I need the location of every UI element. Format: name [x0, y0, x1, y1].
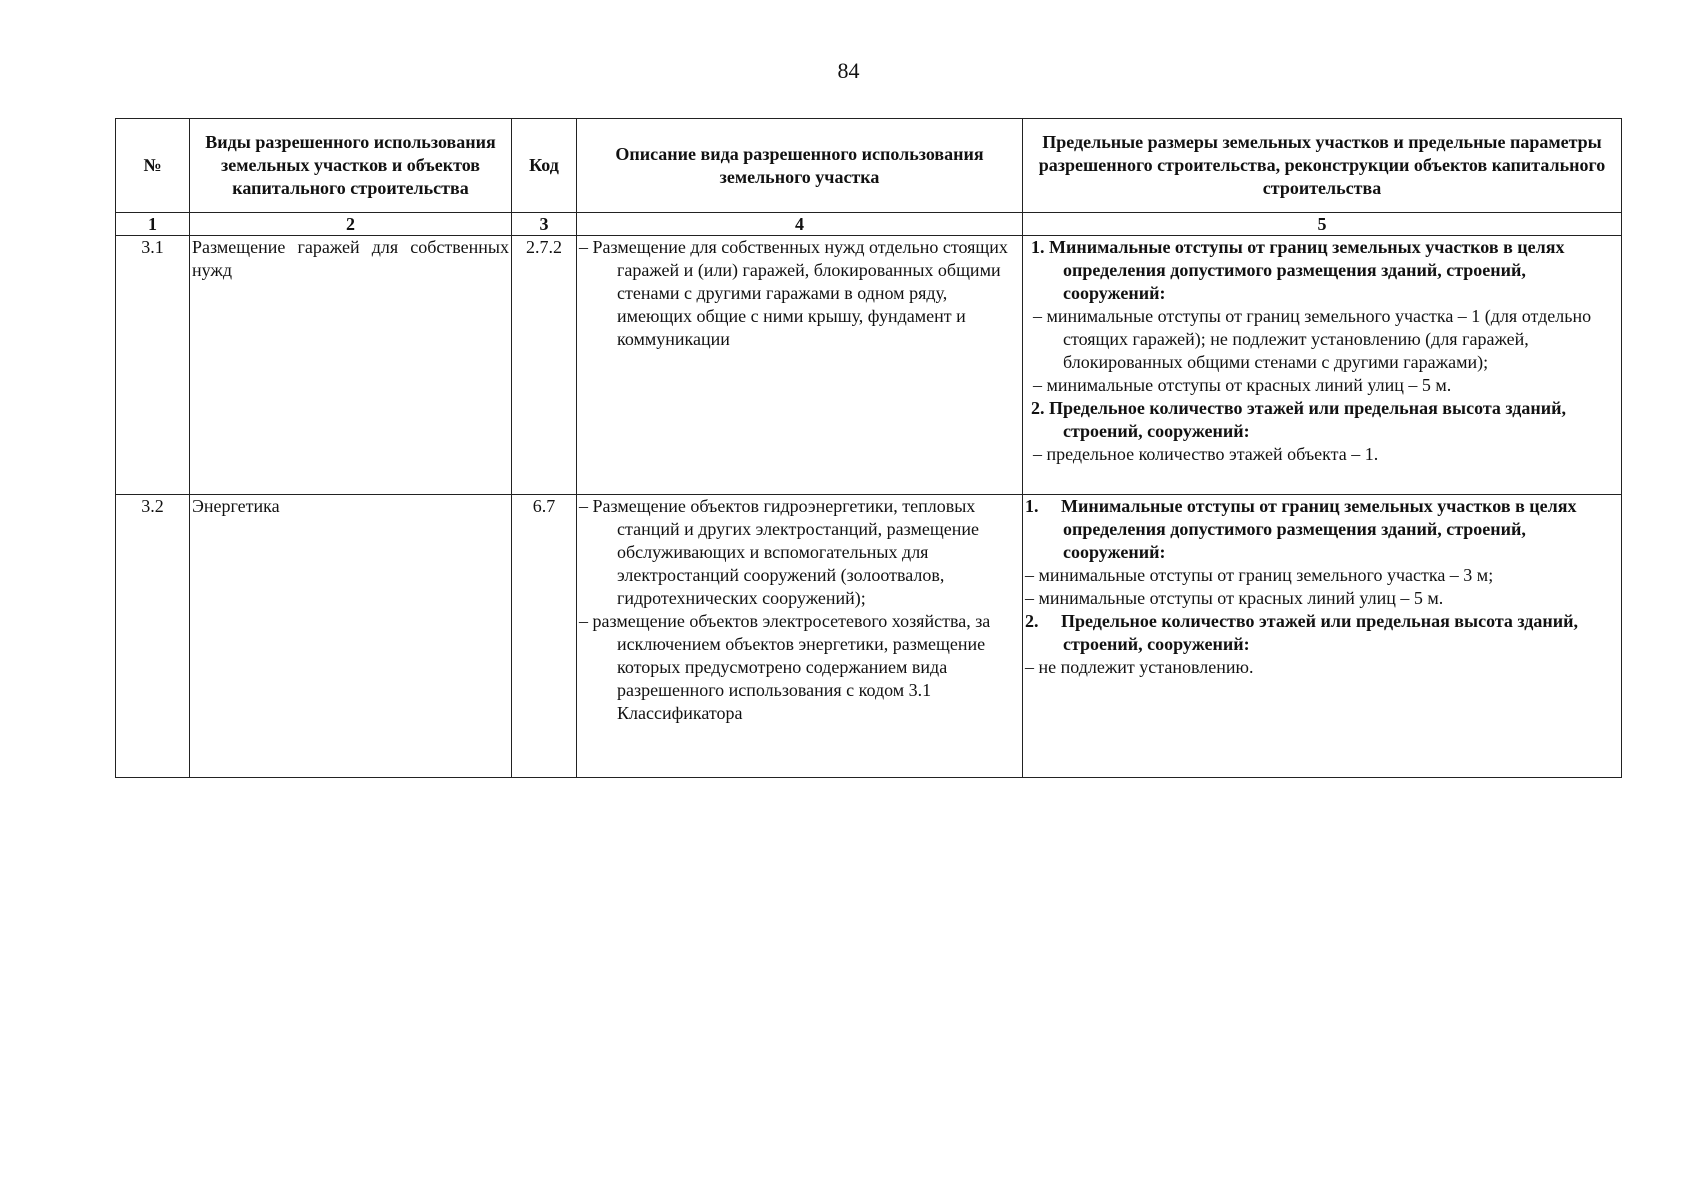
header-number: № [116, 119, 190, 213]
parameter-item: – минимальные отступы от границ земельного участка – 1 (для отдельно стоящих гаражей); не подлежит установлению (для гаражей, блокированных общими стенами с другими гаражами); [1033, 306, 1592, 372]
page-number: 84 [837, 58, 860, 83]
column-number: 2 [190, 213, 512, 236]
column-number: 4 [577, 213, 1023, 236]
row-description [577, 236, 1023, 495]
row-parameters [1023, 495, 1622, 778]
parameter-heading-number: 1. [1025, 496, 1039, 516]
parameter-heading [1025, 495, 1619, 564]
parameter-item: – минимальные отступы от красных линий улиц – 5 м. [1025, 588, 1444, 608]
parameter-item: – не подлежит установлению. [1025, 657, 1254, 677]
row-description [577, 495, 1023, 778]
header-description: Описание вида разрешенного использования земельного участка [577, 119, 1023, 213]
table-row [116, 495, 1622, 778]
row-kind: Размещение гаражей для собственных нужд [190, 236, 512, 495]
row-number: 3.2 [116, 495, 190, 778]
header-parameters: Предельные размеры земельных участков и предельные параметры разрешенного строительства, реконструкции объектов капитального строительства [1023, 119, 1622, 213]
parameter-item: – предельное количество этажей объекта – 1. [1033, 444, 1379, 464]
parameter-item: – минимальные отступы от границ земельного участка – 3 м; [1025, 565, 1494, 585]
row-code: 6.7 [512, 495, 577, 778]
header-code: Код [512, 119, 577, 213]
column-number: 5 [1023, 213, 1622, 236]
parameter-heading-text: Минимальные отступы от границ земельных участков в целях определения допустимого размещения зданий, строений, сооружений: [1061, 496, 1577, 562]
description-item: – размещение объектов электросетевого хозяйства, за исключением объектов энергетики, размещение которых предусмотрено содержанием вида разрешенного использования с кодом 3.1 Классификатора [579, 611, 991, 723]
row-code: 2.7.2 [512, 236, 577, 495]
parameter-heading: 2. Предельное количество этажей или предельная высота зданий, строений, сооружений: [1031, 398, 1567, 441]
table-header-row [116, 119, 1622, 213]
parameter-heading [1025, 610, 1619, 656]
row-number: 3.1 [116, 236, 190, 495]
column-number-row [116, 213, 1622, 236]
header-kind: Виды разрешенного использования земельных участков и объектов капитального строительства [190, 119, 512, 213]
description-item: – Размещение для собственных нужд отдельно стоящих гаражей и (или) гаражей, блокированных общими стенами с другими гаражами в одном ряду, имеющих общие с ними крышу, фундамент и коммуникации [579, 237, 1008, 349]
row-kind: Энергетика [190, 495, 512, 778]
description-item: – Размещение объектов гидроэнергетики, тепловых станций и других электростанций, размещение обслуживающих и вспомогательных для электростанций сооружений (золоотвалов, гидротехнических сооружений); [579, 496, 980, 608]
parameter-item: – минимальные отступы от красных линий улиц – 5 м. [1033, 375, 1452, 395]
row-parameters [1023, 236, 1622, 495]
parameter-heading-number: 2. [1025, 611, 1039, 631]
parameter-heading: 1. Минимальные отступы от границ земельных участков в целях определения допустимого размещения зданий, строений, сооружений: [1031, 237, 1565, 303]
parameter-heading-text: Предельное количество этажей или предельная высота зданий, строений, сооружений: [1061, 611, 1579, 654]
land-use-table [115, 118, 1622, 778]
column-number: 3 [512, 213, 577, 236]
table-row [116, 236, 1622, 495]
column-number: 1 [116, 213, 190, 236]
